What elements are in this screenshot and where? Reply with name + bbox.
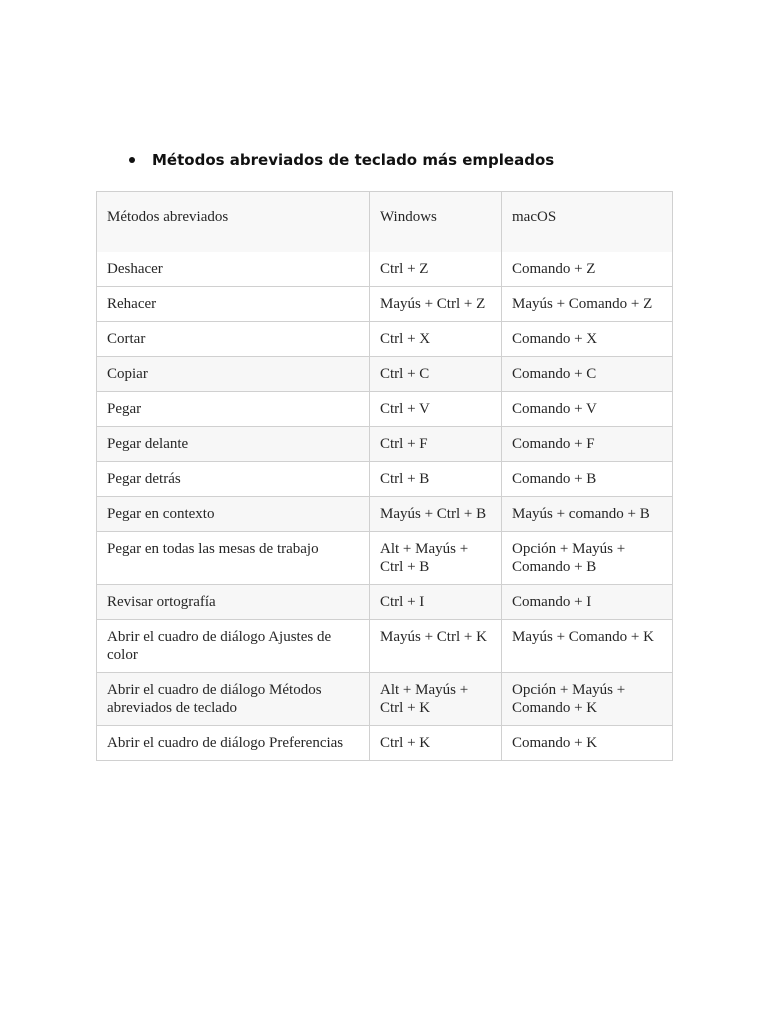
cell-action: Pegar detrás <box>97 462 370 497</box>
cell-action: Rehacer <box>97 287 370 322</box>
cell-action: Revisar ortografía <box>97 585 370 620</box>
cell-macos: Comando + I <box>502 585 673 620</box>
table-row <box>97 726 673 761</box>
header-cell-macos: macOS <box>502 192 673 253</box>
shortcuts-table <box>96 191 673 761</box>
table-row <box>97 673 673 726</box>
table-row <box>97 252 673 287</box>
table-row <box>97 322 673 357</box>
cell-action: Pegar en todas las mesas de trabajo <box>97 532 370 585</box>
table-row <box>97 532 673 585</box>
cell-windows: Mayús + Ctrl + B <box>370 497 502 532</box>
cell-action: Pegar en contexto <box>97 497 370 532</box>
table-row <box>97 497 673 532</box>
cell-windows: Mayús + Ctrl + K <box>370 620 502 673</box>
cell-windows: Ctrl + F <box>370 427 502 462</box>
cell-macos: Mayús + comando + B <box>502 497 673 532</box>
bullet-icon <box>129 157 135 163</box>
table-row <box>97 462 673 497</box>
table-row <box>97 392 673 427</box>
header-cell-shortcut: Métodos abreviados <box>97 192 370 253</box>
cell-windows: Alt + Mayús + Ctrl + B <box>370 532 502 585</box>
table-header-row <box>97 192 673 253</box>
table-row <box>97 620 673 673</box>
cell-action: Cortar <box>97 322 370 357</box>
cell-action: Pegar delante <box>97 427 370 462</box>
heading-text: Métodos abreviados de teclado más empleados <box>152 151 555 169</box>
cell-windows: Ctrl + I <box>370 585 502 620</box>
cell-action: Pegar <box>97 392 370 427</box>
cell-windows: Ctrl + Z <box>370 252 502 287</box>
cell-action: Abrir el cuadro de diálogo Preferencias <box>97 726 370 761</box>
cell-windows: Mayús + Ctrl + Z <box>370 287 502 322</box>
cell-macos: Comando + B <box>502 462 673 497</box>
cell-macos: Comando + K <box>502 726 673 761</box>
cell-windows: Alt + Mayús + Ctrl + K <box>370 673 502 726</box>
cell-action: Copiar <box>97 357 370 392</box>
cell-macos: Comando + F <box>502 427 673 462</box>
cell-macos: Opción + Mayús + Comando + B <box>502 532 673 585</box>
cell-macos: Comando + C <box>502 357 673 392</box>
cell-macos: Mayús + Comando + K <box>502 620 673 673</box>
cell-action: Abrir el cuadro de diálogo Ajustes de color <box>97 620 370 673</box>
cell-macos: Mayús + Comando + Z <box>502 287 673 322</box>
cell-action: Deshacer <box>97 252 370 287</box>
cell-windows: Ctrl + C <box>370 357 502 392</box>
cell-windows: Ctrl + V <box>370 392 502 427</box>
cell-macos: Comando + X <box>502 322 673 357</box>
cell-macos: Comando + Z <box>502 252 673 287</box>
cell-macos: Opción + Mayús + Comando + K <box>502 673 673 726</box>
table-row <box>97 357 673 392</box>
table-row <box>97 427 673 462</box>
table-row <box>97 287 673 322</box>
cell-windows: Ctrl + X <box>370 322 502 357</box>
section-heading <box>127 151 554 169</box>
table-row <box>97 585 673 620</box>
cell-action: Abrir el cuadro de diálogo Métodos abreviados de teclado <box>97 673 370 726</box>
cell-windows: Ctrl + K <box>370 726 502 761</box>
cell-macos: Comando + V <box>502 392 673 427</box>
cell-windows: Ctrl + B <box>370 462 502 497</box>
header-cell-windows: Windows <box>370 192 502 253</box>
